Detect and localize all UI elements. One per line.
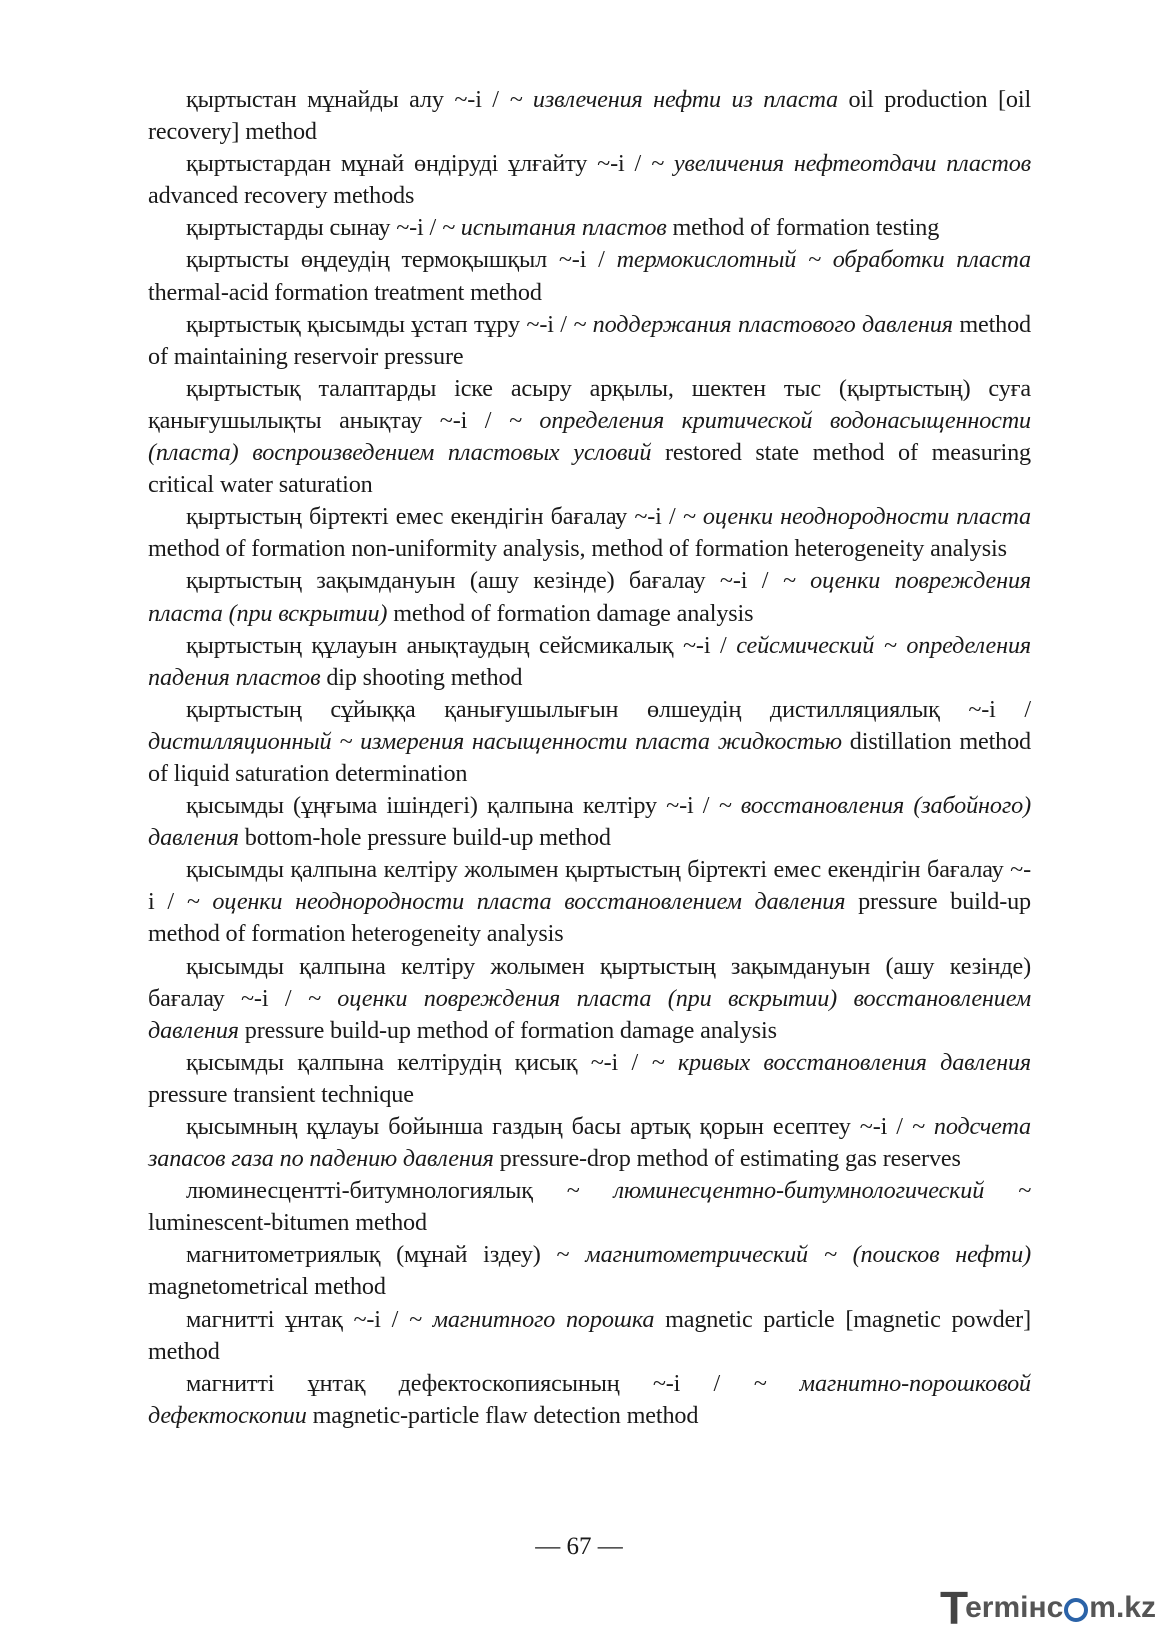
page-number: — 67 — [535, 1533, 623, 1560]
entry: магнитті ұнтақ ~-і / ~ магнитного порошка magnetic particle [magnetic powder] method [148, 1305, 1031, 1365]
entry: қыртыстың зақымдануын (ашу кезінде) бағалау ~-і / ~ оценки повреждения пласта (при вскрытии) method of formation damage analysis [148, 567, 1031, 627]
entry: қыртыстардан мұнай өндіруді ұлғайту ~-і / ~ увеличения нефтеотдачи пластов advanced recovery methods [148, 150, 1032, 210]
logo-domain: m.kz [1089, 1591, 1156, 1624]
logo-letter: T [940, 1582, 969, 1634]
entry: қыртыстың құлауын анықтаудың сейсмикалық ~-і / сейсмический ~ определения падения пластов dip shooting method [148, 631, 1031, 691]
entry: қыртысты өңдеудің термоқышқыл ~-і / термокислотный ~ обработки пласта thermal-acid formation treatment method [148, 246, 1031, 306]
entry: қыртыстың біртекті емес екендігін бағалау ~-і / ~ оценки неоднородности пласта method of formation non-uniformity analysis, method of formation heterogeneity analysis [148, 503, 1032, 563]
entry: қыртыстық талаптарды іске асыру арқылы, шектен тыс (қыртыстың) суға қанығушылықты анықтау ~-і / ~ определения критической водонасыщенности (пласта) воспроизведением пластовых условий restored state method of measuring critical water saturation [148, 374, 1031, 499]
logo-ring-icon [1064, 1598, 1088, 1622]
entry: қысымды қалпына келтіру жолымен қыртыстың зақымдануын (ашу кезінде) бағалау ~-і / ~ оценки повреждения пласта (при вскрытии) восстановлением давления pressure build-up method of formation damage analysis [148, 952, 1031, 1044]
entry: қысымды қалпына келтірудің қисық ~-і / ~ кривых восстановления давления pressure transient technique [148, 1048, 1031, 1108]
entry: қысымды (ұңғыма ішіндегі) қалпына келтіру ~-і / ~ восстановления (забойного) давления bottom-hole pressure build-up method [148, 792, 1031, 852]
watermark-logo [940, 1584, 1156, 1632]
entry: магнитометриялық (мұнай іздеу) ~ магнитометрический ~ (поисков нефти) magnetometrical method [148, 1241, 1031, 1301]
entry: қысымды қалпына келтіру жолымен қыртыстың біртекті емес екендігін бағалау ~-і / ~ оценки неоднородности пласта восстановлением давления pressure build-up method of formation heterogeneity analysis [148, 856, 1031, 948]
entry: қыртыстан мұнайды алу ~-і / ~ извлечения нефти из пласта oil production [oil recovery] method [148, 86, 1032, 146]
entry: қыртыстық қысымды ұстап тұру ~-і / ~ поддержания пластового давления method of maintaining reservoir pressure [148, 310, 1031, 370]
entry: қысымның құлауы бойынша газдың басы артық қорын есептеу ~-і / ~ подсчета запасов газа по падению давления pressure-drop method of estimating gas reserves [148, 1113, 1032, 1173]
entry: магнитті ұнтақ дефектоскопиясының ~-і / ~ магнитно-порошковой дефектоскопии magnetic-particle flaw detection method [148, 1369, 1031, 1429]
dictionary-page [148, 84, 1031, 1432]
entry: люминесцентті-битумнологиялық ~ люминесцентно-битумнологический ~ luminescent-bitumen method [148, 1177, 1031, 1237]
entry: қыртыстың сұйыққа қанығушылығын өлшеудің дистилляциялық ~-і / дистилляционный ~ измерения насыщенности пласта жидкостью distillation method of liquid saturation determination [148, 695, 1031, 787]
entry: қыртыстарды сынау ~-і / ~ испытания пластов method of formation testing [186, 214, 940, 242]
logo-text: ermінc [965, 1591, 1064, 1624]
